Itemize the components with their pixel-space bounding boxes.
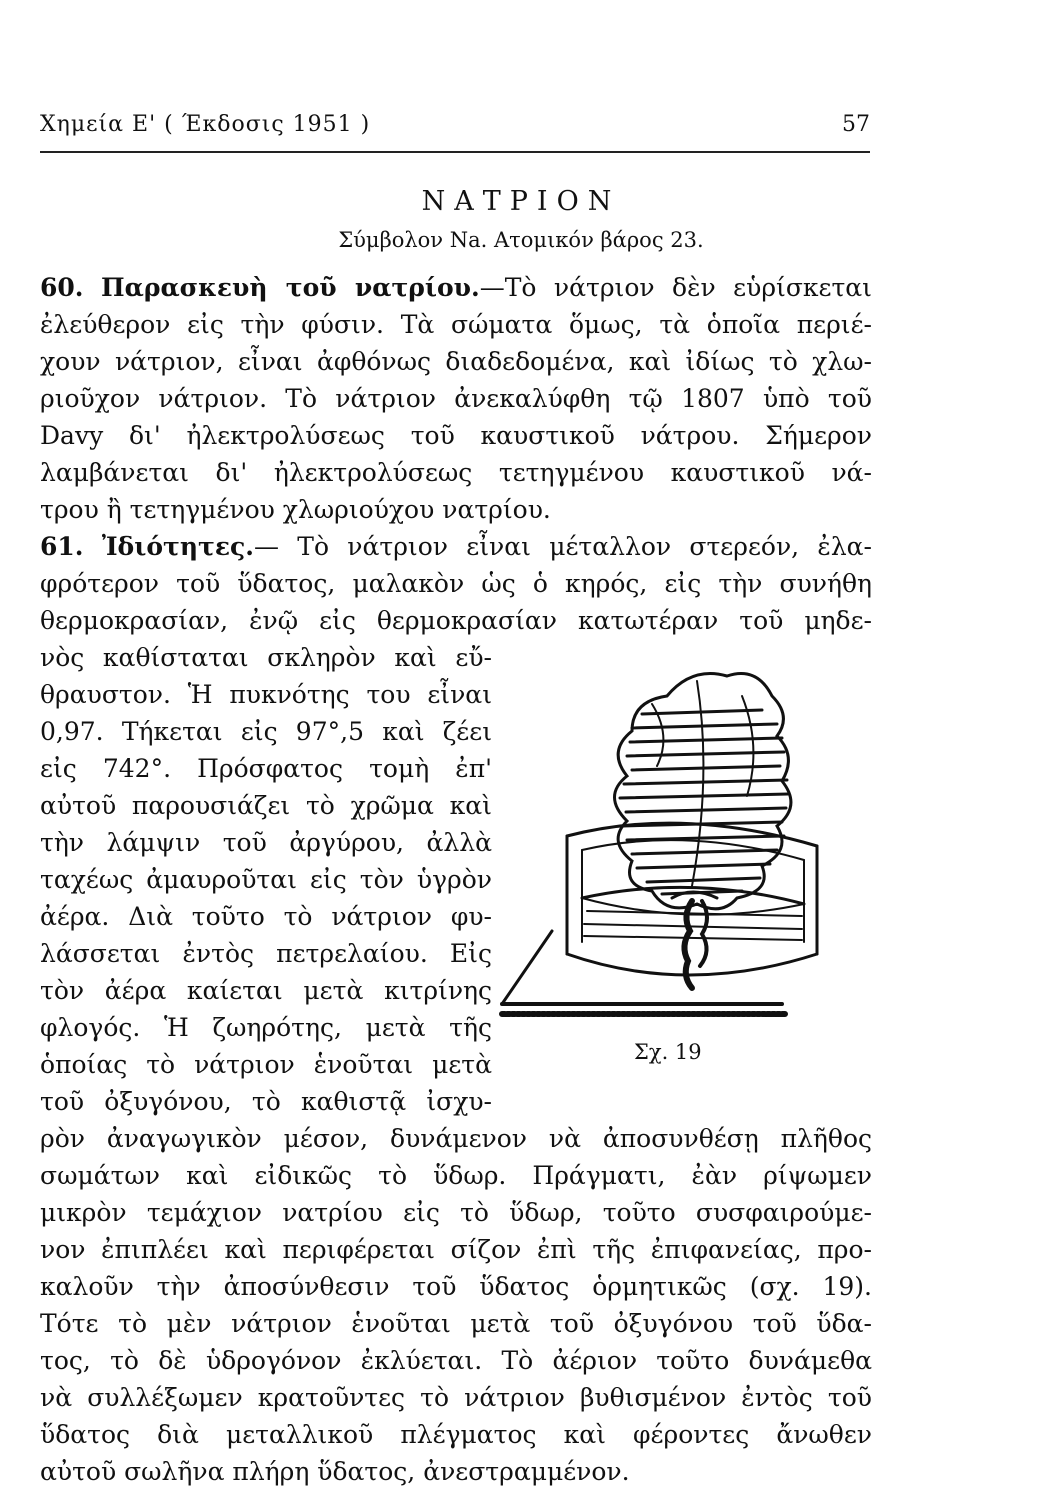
paragraph-line: θερμοκρασίαν, ἐνῷ εἰς θερμοκρασίαν κατωτέραν τοῦ μηδε- (40, 606, 872, 635)
paragraph-line: καλοῦν τὴν ἀποσύνθεσιν τοῦ ὕδατος ὁρμητικῶς (σχ. 19). (40, 1272, 872, 1301)
section-heading: Παρασκευὴ τοῦ νατρίου. (100, 273, 480, 302)
paragraph-line: τὴν λάμψιν τοῦ ἀργύρου, ἀλλὰ (40, 828, 492, 857)
section-number: 60. (40, 273, 84, 302)
paragraph-line: φρότερον τοῦ ὕδατος, μαλακὸν ὡς ὁ κηρός, εἰς τὴν συνήθη (40, 569, 872, 598)
paragraph-line: ὕδατος διὰ μεταλλικοῦ πλέγματος καὶ φέροντες ἄνωθεν (40, 1420, 872, 1449)
header-rule (40, 151, 870, 153)
paragraph-line: ἀέρα. Διὰ τοῦτο τὸ νάτριον φυ- (40, 902, 492, 931)
paragraph-line: ὁποίας τὸ νάτριον ἑνοῦται μετὰ (40, 1050, 492, 1079)
paragraph-line (40, 531, 872, 563)
paragraph-line: νὸς καθίσταται σκληρὸν καὶ εὔ- (40, 643, 492, 672)
paragraph-line: χουν νάτριον, εἶναι ἀφθόνως διαδεδομένα, καὶ ἰδίως τὸ χλω- (40, 347, 872, 376)
section-heading: Ἰδιότητες. (101, 532, 254, 561)
paragraph-line: ταχέως ἀμαυροῦται εἰς τὸν ὑγρὸν (40, 865, 492, 894)
paragraph-line: 0,97. Τήκεται εἰς 97°,5 καὶ ζέει (40, 717, 492, 746)
paragraph-line: Davy δι' ἠλεκτρολύσεως τοῦ καυστικοῦ νάτρου. Σήμερον (40, 421, 872, 450)
paragraph-line: θραυστον. Ἡ πυκνότης του εἶναι (40, 680, 492, 709)
line-text: — Τὸ νάτριον εἶναι μέταλλον στερεόν, ἐλα- (253, 532, 872, 561)
paragraph-line: ριοῦχον νάτριον. Τὸ νάτριον ἀνεκαλύφθη τῷ 1807 ὑπὸ τοῦ (40, 384, 872, 413)
figure-caption: Σχ. 19 (634, 1040, 702, 1064)
paragraph-line: λάσσεται ἐντὸς πετρελαίου. Εἰς (40, 939, 492, 968)
paragraph-line: σωμάτων καὶ εἰδικῶς τὸ ὕδωρ. Πράγματι, ἐὰν ρίψωμεν (40, 1161, 872, 1190)
paragraph-line: λαμβάνεται δι' ἠλεκτρολύσεως τετηγμένου καυστικοῦ νά- (40, 458, 872, 487)
water (582, 887, 804, 940)
paragraph-line (40, 272, 872, 304)
paragraph-line: αὐτοῦ παρουσιάζει τὸ χρῶμα καὶ (40, 791, 492, 820)
paragraph-line: τοῦ ὀξυγόνου, τὸ καθιστᾷ ἰσχυ- (40, 1087, 492, 1116)
paragraph-line: νον ἐπιπλέει καὶ περιφέρεται σίζον ἐπὶ τῆς ἐπιφανείας, προ- (40, 1235, 872, 1264)
paragraph-line: μικρὸν τεμάχιον νατρίου εἰς τὸ ὕδωρ, τοῦτο συσφαιρούμε- (40, 1198, 872, 1227)
chapter-subtitle: Σύμβολον Na. Ατομικόν βάρος 23. (338, 228, 704, 252)
chapter-title: ΝΑΤΡΙΟΝ (421, 186, 621, 217)
paragraph-line: τρου ἢ τετηγμένου χλωριούχου νατρίου. (40, 495, 551, 524)
paragraph-line: εἰς 742°. Πρόσφατος τομὴ ἐπ' (40, 754, 492, 783)
paragraph-line: τὸν ἀέρα καίεται μετὰ κιτρίνης (40, 976, 492, 1005)
paragraph-line: ρὸν ἀναγωγικὸν μέσον, δυνάμενον νὰ ἀποσυνθέσῃ πλῆθος (40, 1124, 872, 1153)
paragraph-line: ἐλεύθερον εἰς τὴν φύσιν. Τὰ σώματα ὅμως, τὰ ὁποῖα περιέ- (40, 310, 872, 339)
header-title: Χημεία Ε' ( Έκδοσις 1951 ) (40, 112, 371, 137)
paragraph-line: αὐτοῦ σωλῆνα πλήρη ὕδατος, ἀνεστραμμένον. (40, 1457, 630, 1486)
paragraph-line: Τότε τὸ μὲν νάτριον ἑνοῦται μετὰ τοῦ ὀξυγόνου τοῦ ὕδα- (40, 1309, 872, 1338)
figure-sodium-in-water (492, 636, 872, 1036)
paragraph-line: τος, τὸ δὲ ὑδρογόνον ἐκλύεται. Τὸ ἀέριον τοῦτο δυνάμεθα (40, 1346, 872, 1375)
section-number: 61. (40, 532, 84, 561)
paragraph-line: νὰ συλλέξωμεν κρατοῦντες τὸ νάτριον βυθισμένον ἐντὸς τοῦ (40, 1383, 872, 1412)
line-text: —Τὸ νάτριον δὲν εὑρίσκεται (479, 273, 872, 302)
running-header (40, 112, 870, 148)
page-number: 57 (842, 112, 870, 137)
paragraph-line: φλογός. Ἡ ζωηρότης, μετὰ τῆς (40, 1013, 492, 1042)
vapour-cloud (615, 674, 791, 909)
